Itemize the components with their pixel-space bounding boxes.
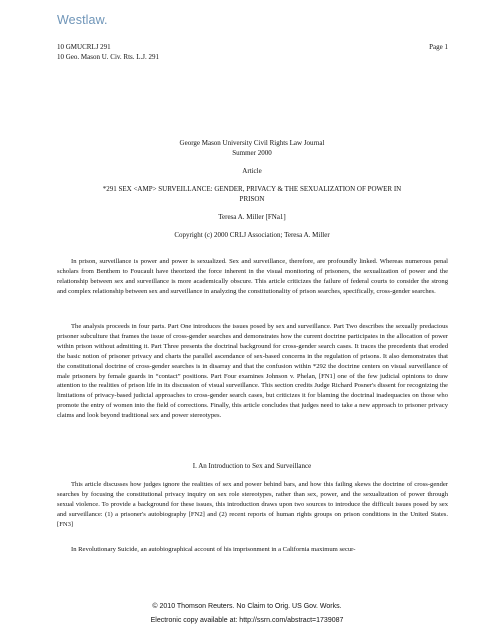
article-title-line-1: *291 SEX <AMP> SURVEILLANCE: GENDER, PRIVACY & THE SEXUALIZATION OF POWER IN xyxy=(102,185,402,193)
citation-full: 10 Geo. Mason U. Civ. Rts. L.J. 291 xyxy=(57,53,160,61)
journal-name: George Mason University Civil Rights Law Journal xyxy=(179,139,325,147)
citation-short: 10 GMUCRLJ 291 xyxy=(57,43,111,51)
journal-issue: Summer 2000 xyxy=(232,149,272,157)
body-paragraph-4: In Revolutionary Suicide, an autobiographical account of his imprisonment in a California maximum secur- xyxy=(71,546,356,553)
body-paragraph-3: This article discusses how judges ignore the realities of sex and power behind bars, and how this failing skews the doctrine of cross-gender searches by focusing the constitutional privacy inquiry on sex role stereotypes, rather than sex, power, and the sexualization of power through sexual violence. To provide a background for these issues, this introduction draws upon two sources to introduce the difficult issues posed by sex and surveillance: (1) a prisoner's autobiography [FN2] and (2) recent reports of human rights groups on prison conditions in the United States. [FN3] xyxy=(57,481,448,528)
article-type: Article xyxy=(242,167,262,175)
footer-copyright: © 2010 Thomson Reuters. No Claim to Orig. US Gov. Works. xyxy=(152,603,342,610)
footer-ssrn-link[interactable]: Electronic copy available at: http://ssrn.com/abstract=1739087 xyxy=(150,617,344,624)
page-number: Page 1 xyxy=(429,43,448,51)
body-paragraph-1: In prison, surveillance is power and power is sexualized. Sex and surveillance, therefore, are profoundly linked. Whereas numerous penal scholars from Benthem to Foucault have theorized the force inherent in the visual monitoring of prisoners, the sexualization of power and the relationship between sex and surveillance is more academically obscure. This article criticizes the failure of federal courts to consider the strong and complex relationship between sex and surveillance in analyzing the constitutionality of prison searches, specifically, cross-gender searches. xyxy=(57,258,448,295)
section-heading: I. An Introduction to Sex and Surveillance xyxy=(192,462,312,470)
copyright-notice: Copyright (c) 2000 CRLJ Association; Teresa A. Miller xyxy=(174,231,330,239)
author: Teresa A. Miller [FNa1] xyxy=(218,213,286,221)
article-title-line-2: PRISON xyxy=(239,195,265,203)
body-paragraph-2: The analysis proceeds in four parts. Part One introduces the issues posed by sex and surveillance. Part Two describes the sexually predacious prisoner subculture that frames the issue of cross-gender searches and demonstrates how the current doctrine participates in the allocation of power within prison without admitting it. Part Three presents the doctrinal background for cross-gender search cases. It traces the precedents that eroded the basic notion of prisoner privacy and charts the parallel ascendance of sex-based concerns in the regulation of prisons. It also demonstrates that the constitutional doctrine of cross-gender searches is in disarray and that the confusion within *292 the doctrine centers on visual surveillance of male prisoners by female guards in “contact” positions. Part Four examines Johnson v. Phelan, [FN1] one of the few judicial opinions to draw attention to the realities of prison life in its discussion of visual surveillance. This section credits Judge Richard Posner's dissent for recognizing the limitations of privacy-based judicial approaches to cross-gender search cases, but criticizes it for blaming the doctrinal inadequacies on those who promote the entry of women into the field of corrections. Finally, this article concludes that judges need to take a new approach to prisoner privacy claims and look beyond traditional sex and power stereotypes. xyxy=(57,323,448,420)
westlaw-logo: Westlaw. xyxy=(57,13,108,27)
